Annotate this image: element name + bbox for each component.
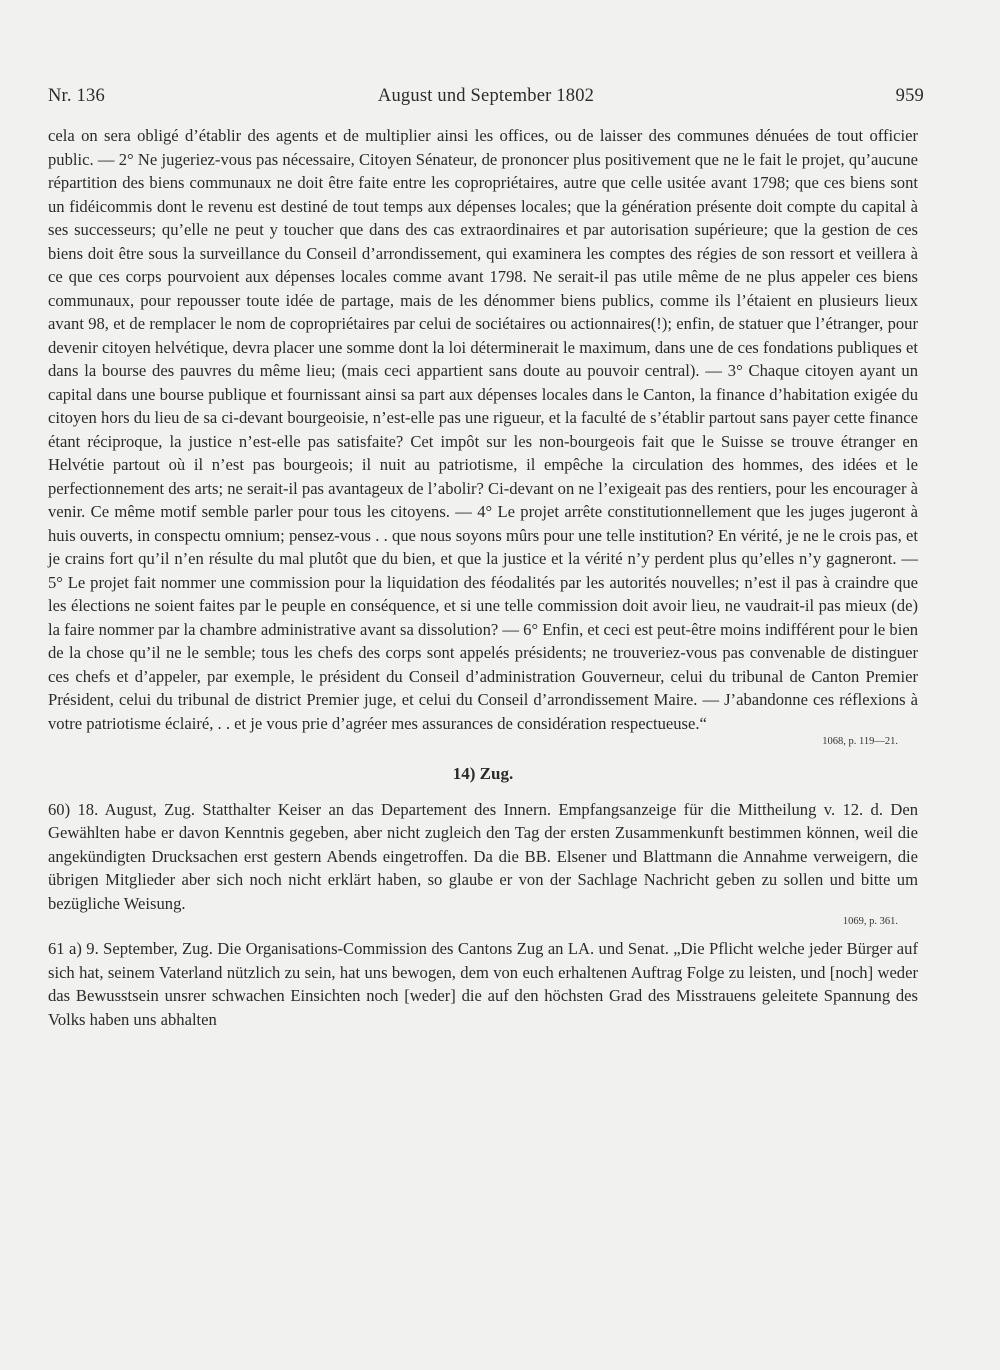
entry-60-paragraph: 60) 18. August, Zug. Statthalter Keiser an das Departement des Innern. Empfangsanzeige für die Mittheilung v. 12. d. Den Gewählten habe er davon Kenntnis gegeben, aber nicht zugleich den Tag der ersten Zusammenkunft bestimmen können, weil die angekündigten Drucksachen erst gestern Abends eingetroffen. Da die BB. Elsener und Blattmann die Annahme verweigern, die übrigen Mitglieder aber sich noch nicht erklärt haben, so glaube er von der Sachlage Nachricht geben zu sollen und bitte um bezügliche Weisung. bbox=[48, 799, 918, 913]
source-reference: 1068, p. 119—21. bbox=[822, 736, 898, 747]
page-number: 959 bbox=[895, 86, 924, 106]
page-body bbox=[48, 124, 918, 1031]
letter-paragraph: cela on sera obligé d’établir des agents et de multiplier ainsi les offices, ou de laisser des communes dénuées de tout officier public. — 2° Ne jugeriez-vous pas nécessaire, Citoyen Sénateur, de prononcer plus positivement que ne le fait le projet, qu’aucune répartition des biens communaux ne doit être faite entre les copropriétaires, autre que celle usitée avant 1798; que ces biens sont un fidéicommis dont le revenu est destiné de tout temps aux dépenses locales; que la génération présente doit compte du capital à ses successeurs; qu’elle ne peut y toucher que dans des cas extraordinaires et par autorisation supérieure; que la gestion de ces biens doit être sous la surveillance du Conseil d’arrondissement, qui examinera les comptes des régies de son ressort et veillera à ce que ces corps pourvoient aux dépenses locales comme avant 1798. Ne serait-il pas utile même de ne plus appeler ces biens communaux, pour repousser toute idée de partage, mais de les dénommer biens publics, comme ils l’étaient en plusieurs lieux avant 98, et de remplacer le nom de copropriétaires par celui de sociétaires ou actionnaires(!); enfin, de statuer que l’étranger, pour devenir citoyen helvétique, devra placer une somme dont la loi déterminerait le maximum, dans une de ces fondations publiques et dans la bourse des pauvres du même lieu; (mais ceci appartient sans doute au pouvoir central). — 3° Chaque citoyen ayant un capital dans une bourse publique et fournissant ainsi sa part aux dépenses locales dans le Canton, la finance d’habitation exigée du citoyen hors du lieu de sa ci-devant bourgeoisie, n’est-elle pas une rigueur, et la faculté de s’établir partout sans payer cette finance étant réciproque, la justice n’est-elle pas satisfaite? Cet impôt sur les non-bourgeois fait que le Suisse se trouve étranger en Helvétie partout où il n’est pas bourgeois; il nuit au patriotisme, il empêche la circulation des hommes, des idées et le perfectionnement des arts; ne serait-il pas avantageux de l’abolir? Ci-devant on ne l’exigeait pas des rentiers, pour les encourager à venir. Ce même motif semble parler pour tous les citoyens. — 4° Le projet arrête constitutionnellement que les juges jugeront à huis ouverts, in conspectu omnium; pensez-vous . . que nous soyons mûrs pour une telle institution? En vérité, je ne le crois pas, et je crains fort qu’il n’en résulte du mal plutôt que du bien, et que la justice et la vérité n’y perdent plus qu’elles n’y gagneront. — 5° Le projet fait nommer une commission pour la liquidation des féodalités par les autorités nouvelles; n’est il pas à craindre que les élections ne soient faites par le peuple en conséquence, et si une telle commission doit avoir lieu, ne vaudrait-il pas mieux (de) la faire nommer par la chambre administrative avant sa dissolution? — 6° Enfin, et ceci est peut-être moins indifférent pour le bien de la chose qu’il ne le semble; tous les chefs des corps sont appelés présidents; ne trouveriez-vous pas convenable de distinguer ces chefs et d’appeler, par exemple, le président du Conseil d’administration Gouverneur, celui du tribunal de Canton Premier Président, celui du tribunal de district Premier juge, et celui du Conseil d’arrondissement Maire. — J’abandonne ces réflexions à votre patriotisme éclairé, . . et je vous prie d’agréer mes assurances de considération respectueuse.“ bbox=[48, 126, 918, 733]
entry-61-paragraph: 61 a) 9. September, Zug. Die Organisations-Commission des Cantons Zug an LA. und Senat. „Die Pflicht welche jeder Bürger auf sich hat, seinem Vaterland nützlich zu sein, hat uns bewogen, dem von euch erhaltenen Auftrag Folge zu leisten, und [noch] weder das Bewusstsein unsrer schwachen Einsichten noch [weder] die auf den höchsten Grad des Misstrauens geleitete Spannung des Volks haben uns abhalten bbox=[48, 939, 918, 1029]
page-header bbox=[48, 86, 924, 114]
section-heading: 14) Zug. bbox=[452, 764, 514, 783]
source-reference: 1069, p. 361. bbox=[842, 916, 898, 927]
running-title: August und September 1802 bbox=[377, 86, 595, 106]
divider bbox=[48, 929, 918, 937]
document-number: Nr. 136 bbox=[48, 86, 105, 106]
